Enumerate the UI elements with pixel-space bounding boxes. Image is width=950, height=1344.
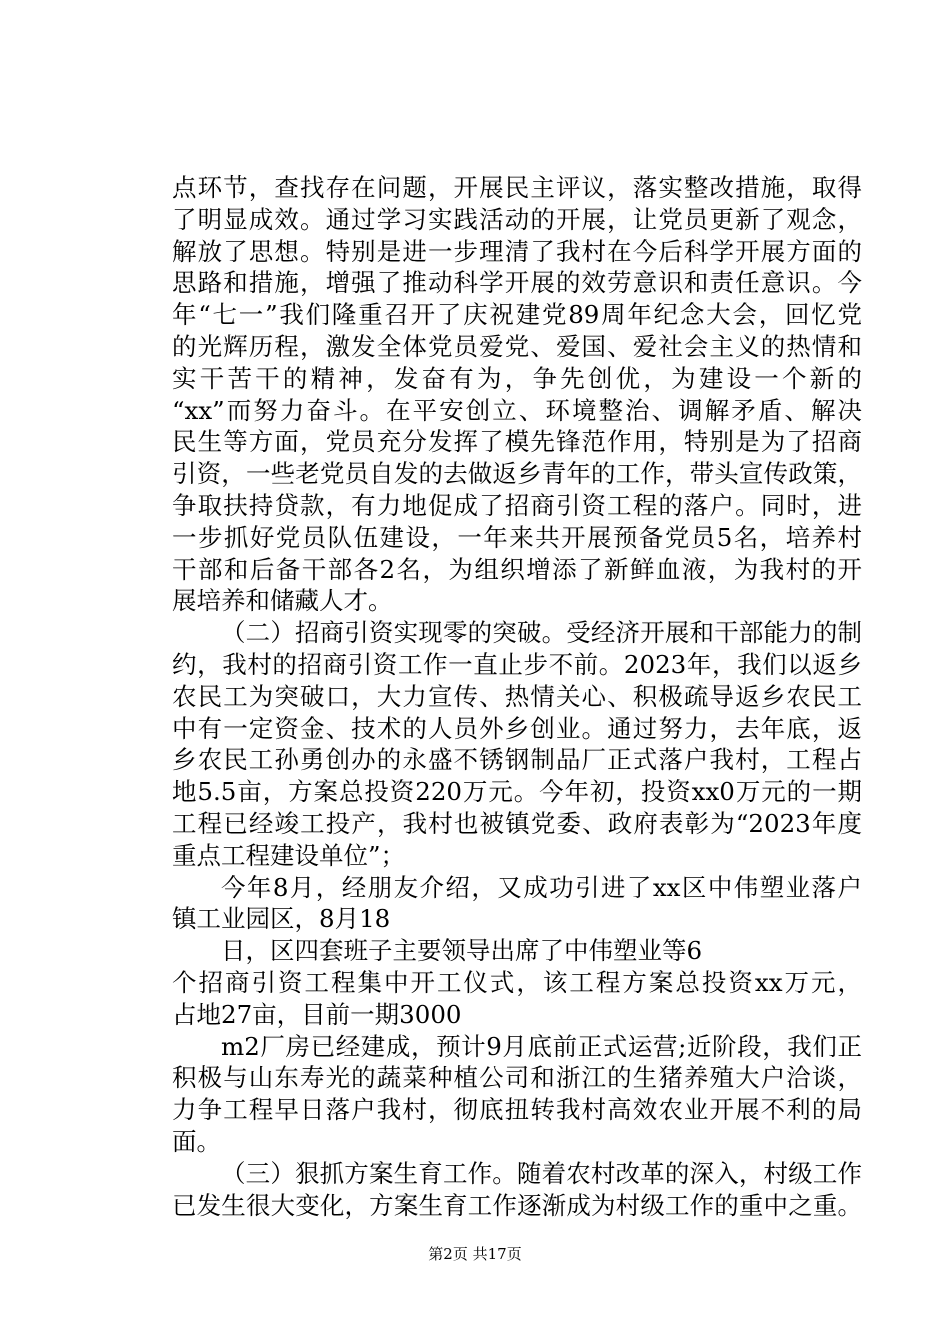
text-line: m2厂房已经建成，预计9月底前正式运营;近阶段，我们正 xyxy=(221,1031,862,1061)
text-line: 约，我村的招商引资工作一直止步不前。2023年，我们以返乡 xyxy=(172,649,862,679)
text-line: 争取扶持贷款，有力地促成了招商引资工程的落户。同时，进 xyxy=(172,490,862,520)
text-line: 力争工程早日落户我村，彻底扭转我村高效农业开展不利的局 xyxy=(172,1095,862,1125)
text-line: 引资，一些老党员自发的去做返乡青年的工作，带头宣传政策， xyxy=(172,459,862,489)
text-line: 镇工业园区，8月18 xyxy=(172,904,391,934)
text-line: 的光辉历程，激发全体党员爱党、爱国、爱社会主义的热情和 xyxy=(172,331,862,361)
text-line: 地5.5亩，方案总投资220万元。今年初，投资xx0万元的一期 xyxy=(172,777,862,807)
text-line: 一步抓好党员队伍建设，一年来共开展预备党员5名，培养村 xyxy=(172,522,862,552)
text-line: 个招商引资工程集中开工仪式，该工程方案总投资xx万元， xyxy=(172,967,862,997)
text-line: 占地27亩，目前一期3000 xyxy=(172,999,462,1029)
text-line: 农民工为突破口，大力宣传、热情关心、积极疏导返乡农民工 xyxy=(172,681,862,711)
text-line: 解放了思想。特别是进一步理清了我村在今后科学开展方面的 xyxy=(172,236,862,266)
text-line: 乡农民工孙勇创办的永盛不锈钢制品厂正式落户我村，工程占 xyxy=(172,745,862,775)
text-line: 今年8月，经朋友介绍，又成功引进了xx区中伟塑业落户 xyxy=(221,872,862,902)
text-line: 点环节，查找存在问题，开展民主评议，落实整改措施，取得 xyxy=(172,173,862,202)
text-line: 展培养和储藏人才。 xyxy=(172,586,393,616)
text-line: 已发生很大变化，方案生育工作逐渐成为村级工作的重中之重。 xyxy=(172,1190,862,1220)
text-line: 日，区四套班子主要领导出席了中伟塑业等6 xyxy=(221,936,703,966)
text-line: “xx”而努力奋斗。在平安创立、环境整治、调解矛盾、解决 xyxy=(172,395,862,425)
text-line: 中有一定资金、技术的人员外乡创业。通过努力，去年底，返 xyxy=(172,713,862,743)
body-text xyxy=(172,172,862,1221)
page-number-footer: 第2页 共17页 xyxy=(428,1245,522,1263)
text-line: 面。 xyxy=(172,1126,221,1156)
text-line: 积极与山东寿光的蔬菜种植公司和浙江的生猪养殖大户洽谈， xyxy=(172,1063,862,1093)
text-line: 民生等方面，党员充分发挥了模先锋范作用，特别是为了招商 xyxy=(172,427,862,457)
text-line: （三）狠抓方案生育工作。随着农村改革的深入，村级工作 xyxy=(221,1158,862,1188)
text-line: （二）招商引资实现零的突破。受经济开展和干部能力的制 xyxy=(221,618,862,648)
text-line: 干部和后备干部各2名，为组织增添了新鲜血液，为我村的开 xyxy=(172,554,862,584)
text-line: 思路和措施，增强了推动科学开展的效劳意识和责任意识。今 xyxy=(172,268,862,298)
text-line: 实干苦干的精神，发奋有为，争先创优，为建设一个新的 xyxy=(172,363,862,393)
text-line: 工程已经竣工投产，我村也被镇党委、政府表彰为“2023年度 xyxy=(172,808,862,838)
text-line: 了明显成效。通过学习实践活动的开展，让党员更新了观念， xyxy=(172,204,862,234)
text-line: 重点工程建设单位”； xyxy=(172,840,406,870)
text-line: 年“七一”我们隆重召开了庆祝建党89周年纪念大会，回忆党 xyxy=(172,300,862,330)
